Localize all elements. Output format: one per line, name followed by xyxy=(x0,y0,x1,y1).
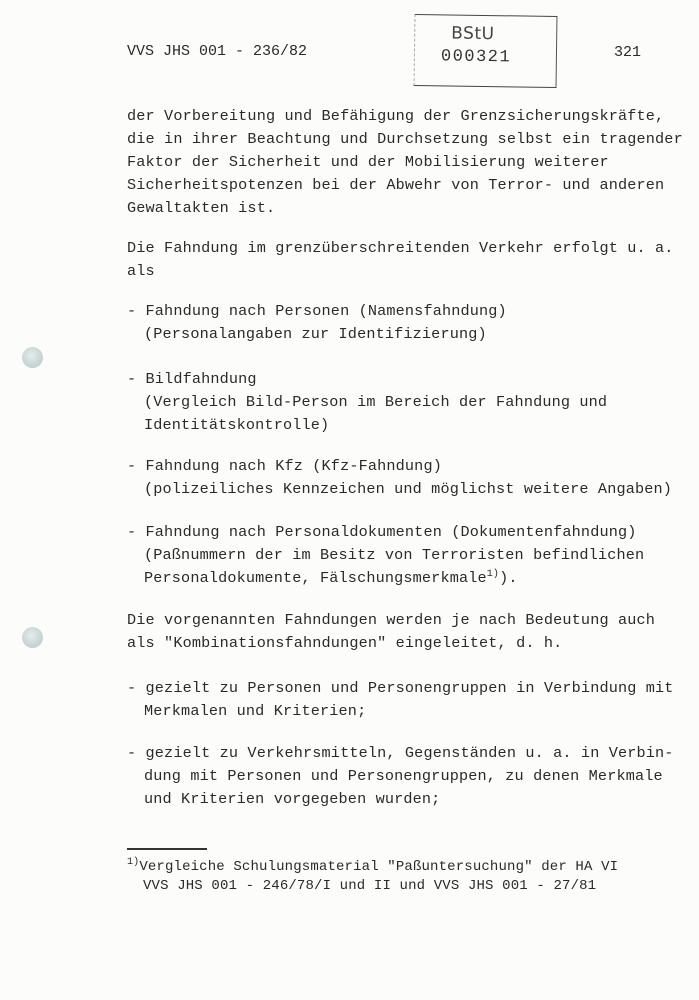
list-item-detail: (Personalangaben zur Identifizierung) xyxy=(144,325,487,343)
footnote-line xyxy=(127,857,618,877)
text-line: Gewaltakten ist. xyxy=(127,199,276,217)
list-item-detail-text: Personaldokumente, Fälschungsmerkmale xyxy=(144,569,487,587)
list-item-title: - Fahndung nach Kfz (Kfz-Fahndung) xyxy=(127,457,442,475)
footnote-marker: 1) xyxy=(127,857,140,868)
document-reference: VVS JHS 001 - 236/82 xyxy=(127,43,308,60)
footnote-divider xyxy=(127,848,207,850)
list-item-detail xyxy=(144,568,518,588)
text-line: Faktor der Sicherheit und der Mobilisierung weiterer xyxy=(127,153,609,171)
list-item-detail: Merkmalen und Kriterien; xyxy=(144,702,367,720)
text-line: Die vorgenannten Fahndungen werden je nach Bedeutung auch xyxy=(127,611,656,629)
list-item-detail: (polizeiliches Kennzeichen und möglichst weitere Angaben) xyxy=(144,480,673,498)
list-item-detail: (Vergleich Bild-Person im Bereich der Fahndung und xyxy=(144,393,608,411)
list-item-title: - gezielt zu Verkehrsmitteln, Gegenständen u. a. in Verbin- xyxy=(127,744,674,762)
text-line: als xyxy=(127,262,155,280)
footnote-reference: 1) xyxy=(486,569,500,580)
text-line: der Vorbereitung und Befähigung der Grenzsicherungskräfte, xyxy=(127,107,665,125)
list-item-title: - Bildfahndung xyxy=(127,370,257,388)
page-number: 321 xyxy=(614,44,642,61)
list-item-title: - Fahndung nach Personaldokumenten (Dokumentenfahndung) xyxy=(127,523,637,541)
list-item-detail: und Kriterien vorgegeben wurden; xyxy=(144,790,441,808)
punch-hole-bottom xyxy=(22,627,43,648)
text-line: als "Kombinationsfahndungen" eingeleitet, d. h. xyxy=(127,634,563,652)
list-item-detail: Identitätskontrolle) xyxy=(144,416,330,434)
list-item-title: - gezielt zu Personen und Personengruppen in Verbindung mit xyxy=(127,679,674,697)
list-item-detail-tail: ). xyxy=(499,569,518,587)
text-line: die in ihrer Beachtung und Durchsetzung selbst ein tragender xyxy=(127,130,683,148)
list-item-detail: (Paßnummern der im Besitz von Terroristen befindlichen xyxy=(144,546,645,564)
punch-hole-top xyxy=(22,347,43,368)
text-line: Die Fahndung im grenzüberschreitenden Verkehr erfolgt u. a. xyxy=(127,239,674,257)
text-line: Sicherheitspotenzen bei der Abwehr von Terror- und anderen xyxy=(127,176,665,194)
list-item-title: - Fahndung nach Personen (Namensfahndung) xyxy=(127,302,507,320)
footnote-line: VVS JHS 001 - 246/78/I und II und VVS JHS 001 - 27/81 xyxy=(143,878,597,894)
stamp-number: 000321 xyxy=(440,47,512,68)
archive-stamp xyxy=(414,14,558,88)
stamp-agency: BStU xyxy=(451,23,495,45)
footnote-text: Vergleiche Schulungsmaterial "Paßuntersuchung" der HA VI xyxy=(139,859,619,875)
list-item-detail: dung mit Personen und Personengruppen, zu denen Merkmale xyxy=(144,767,663,785)
